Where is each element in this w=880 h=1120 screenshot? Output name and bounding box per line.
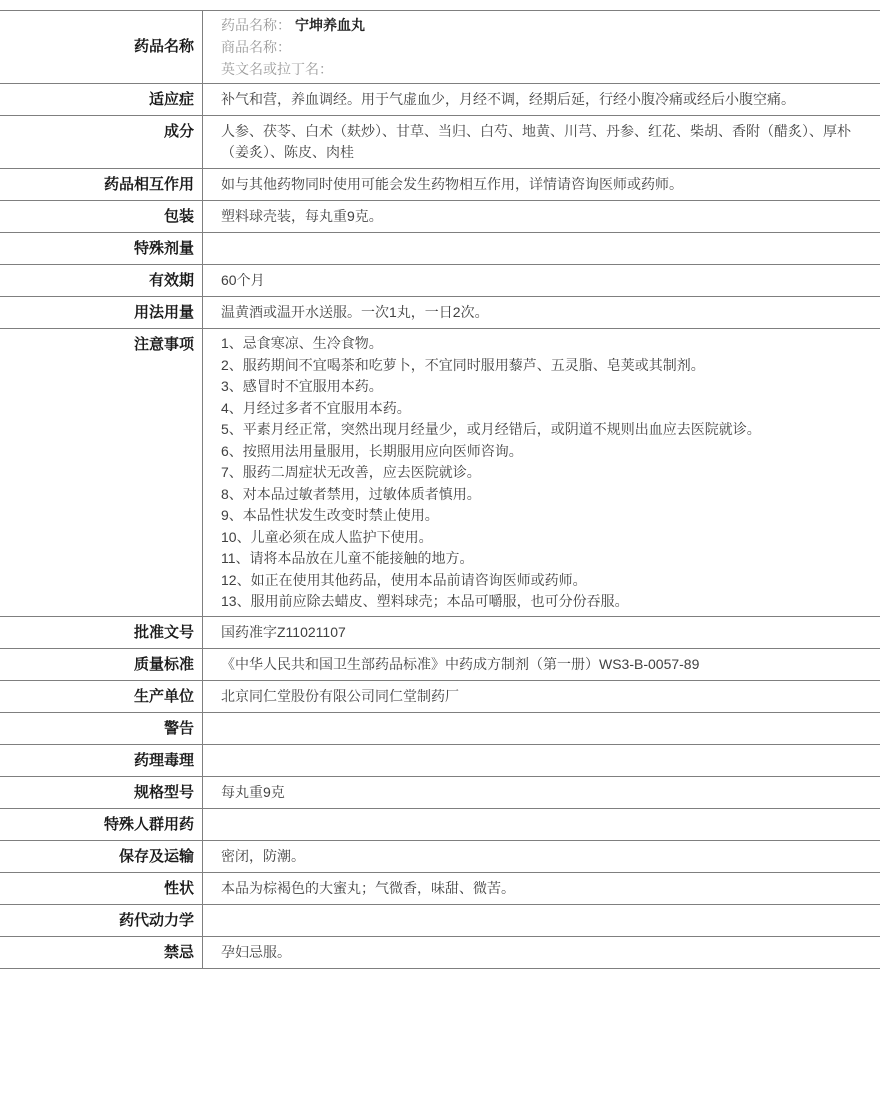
row-label-warning: 警告 (0, 712, 203, 744)
english-name-key: 英文名或拉丁名： (221, 61, 333, 77)
row-value-approval-number: 国药准字Z11021107 (203, 616, 880, 648)
table-row-indication (0, 84, 880, 116)
row-value-precautions (203, 329, 880, 617)
english-name-line (221, 58, 868, 80)
row-label-precautions: 注意事项 (0, 329, 203, 617)
row-value-pharmacology (203, 744, 880, 776)
row-value-shelf-life: 60个月 (203, 265, 880, 297)
precaution-item: 2、服药期间不宜喝茶和吃萝卜，不宜同时服用藜芦、五灵脂、皂荚或其制剂。 (221, 355, 868, 377)
generic-name-key: 药品名称： (221, 17, 291, 33)
row-label-contraindication: 禁忌 (0, 936, 203, 968)
row-value-appearance: 本品为棕褐色的大蜜丸；气微香，味甜、微苦。 (203, 872, 880, 904)
trade-name-key: 商品名称： (221, 39, 291, 55)
table-row-special-population (0, 808, 880, 840)
row-value-manufacturer: 北京同仁堂股份有限公司同仁堂制药厂 (203, 680, 880, 712)
row-label-manufacturer: 生产单位 (0, 680, 203, 712)
precaution-item: 5、平素月经正常，突然出现月经量少，或月经错后，或阴道不规则出血应去医院就诊。 (221, 419, 868, 441)
table-row-ingredients (0, 116, 880, 169)
row-value-special-dosage (203, 233, 880, 265)
precaution-item: 6、按照用法用量服用，长期服用应向医师咨询。 (221, 441, 868, 463)
generic-name-line (221, 14, 868, 36)
row-label-appearance: 性状 (0, 872, 203, 904)
table-row-interactions (0, 169, 880, 201)
precaution-item: 12、如正在使用其他药品，使用本品前请咨询医师或药师。 (221, 570, 868, 592)
drug-info-table (0, 10, 880, 969)
row-value-contraindication: 孕妇忌服。 (203, 936, 880, 968)
table-row-storage (0, 840, 880, 872)
table-row-contraindication (0, 936, 880, 968)
row-value-drug-name (203, 11, 880, 84)
row-label-packaging: 包装 (0, 201, 203, 233)
row-label-interactions: 药品相互作用 (0, 169, 203, 201)
precaution-item: 13、服用前应除去蜡皮、塑料球壳；本品可嚼服，也可分份吞服。 (221, 591, 868, 613)
table-row-pharmacokinetics (0, 904, 880, 936)
table-row-specification (0, 776, 880, 808)
row-label-shelf-life: 有效期 (0, 265, 203, 297)
row-value-storage: 密闭，防潮。 (203, 840, 880, 872)
table-row-quality-standard (0, 648, 880, 680)
table-row-dosage (0, 297, 880, 329)
row-label-special-population: 特殊人群用药 (0, 808, 203, 840)
generic-name-value: 宁坤养血丸 (291, 17, 365, 33)
row-value-interactions: 如与其他药物同时使用可能会发生药物相互作用，详情请咨询医师或药师。 (203, 169, 880, 201)
table-row-special-dosage (0, 233, 880, 265)
table-row-drug-name (0, 11, 880, 84)
row-label-drug-name: 药品名称 (0, 11, 203, 84)
row-label-pharmacology: 药理毒理 (0, 744, 203, 776)
row-label-pharmacokinetics: 药代动力学 (0, 904, 203, 936)
trade-name-line (221, 36, 868, 58)
row-value-indication: 补气和营，养血调经。用于气虚血少，月经不调，经期后延，行经小腹冷痛或经后小腹空痛。 (203, 84, 880, 116)
table-row-packaging (0, 201, 880, 233)
row-value-dosage: 温黄酒或温开水送服。一次1丸，一日2次。 (203, 297, 880, 329)
row-value-ingredients: 人参、茯苓、白术（麸炒）、甘草、当归、白芍、地黄、川芎、丹参、红花、柴胡、香附（醋炙）、厚朴（姜炙）、陈皮、肉桂 (203, 116, 880, 169)
table-row-approval-number (0, 616, 880, 648)
precaution-item: 9、本品性状发生改变时禁止使用。 (221, 505, 868, 527)
row-label-quality-standard: 质量标准 (0, 648, 203, 680)
table-row-warning (0, 712, 880, 744)
row-label-storage: 保存及运输 (0, 840, 203, 872)
precaution-item: 11、请将本品放在儿童不能接触的地方。 (221, 548, 868, 570)
row-value-specification: 每丸重9克 (203, 776, 880, 808)
precaution-item: 8、对本品过敏者禁用，过敏体质者慎用。 (221, 484, 868, 506)
row-label-special-dosage: 特殊剂量 (0, 233, 203, 265)
row-value-pharmacokinetics (203, 904, 880, 936)
table-row-pharmacology (0, 744, 880, 776)
table-row-manufacturer (0, 680, 880, 712)
precaution-item: 10、儿童必须在成人监护下使用。 (221, 527, 868, 549)
precaution-item: 1、忌食寒凉、生冷食物。 (221, 333, 868, 355)
precaution-item: 7、服药二周症状无改善，应去医院就诊。 (221, 462, 868, 484)
row-value-quality-standard: 《中华人民共和国卫生部药品标准》中药成方制剂（第一册）WS3-B-0057-89 (203, 648, 880, 680)
row-label-ingredients: 成分 (0, 116, 203, 169)
table-row-shelf-life (0, 265, 880, 297)
row-value-special-population (203, 808, 880, 840)
row-label-indication: 适应症 (0, 84, 203, 116)
precaution-item: 4、月经过多者不宜服用本药。 (221, 398, 868, 420)
row-label-specification: 规格型号 (0, 776, 203, 808)
table-row-appearance (0, 872, 880, 904)
table-row-precautions (0, 329, 880, 617)
row-label-dosage: 用法用量 (0, 297, 203, 329)
precaution-item: 3、感冒时不宜服用本药。 (221, 376, 868, 398)
row-value-packaging: 塑料球壳装，每丸重9克。 (203, 201, 880, 233)
row-value-warning (203, 712, 880, 744)
row-label-approval-number: 批准文号 (0, 616, 203, 648)
